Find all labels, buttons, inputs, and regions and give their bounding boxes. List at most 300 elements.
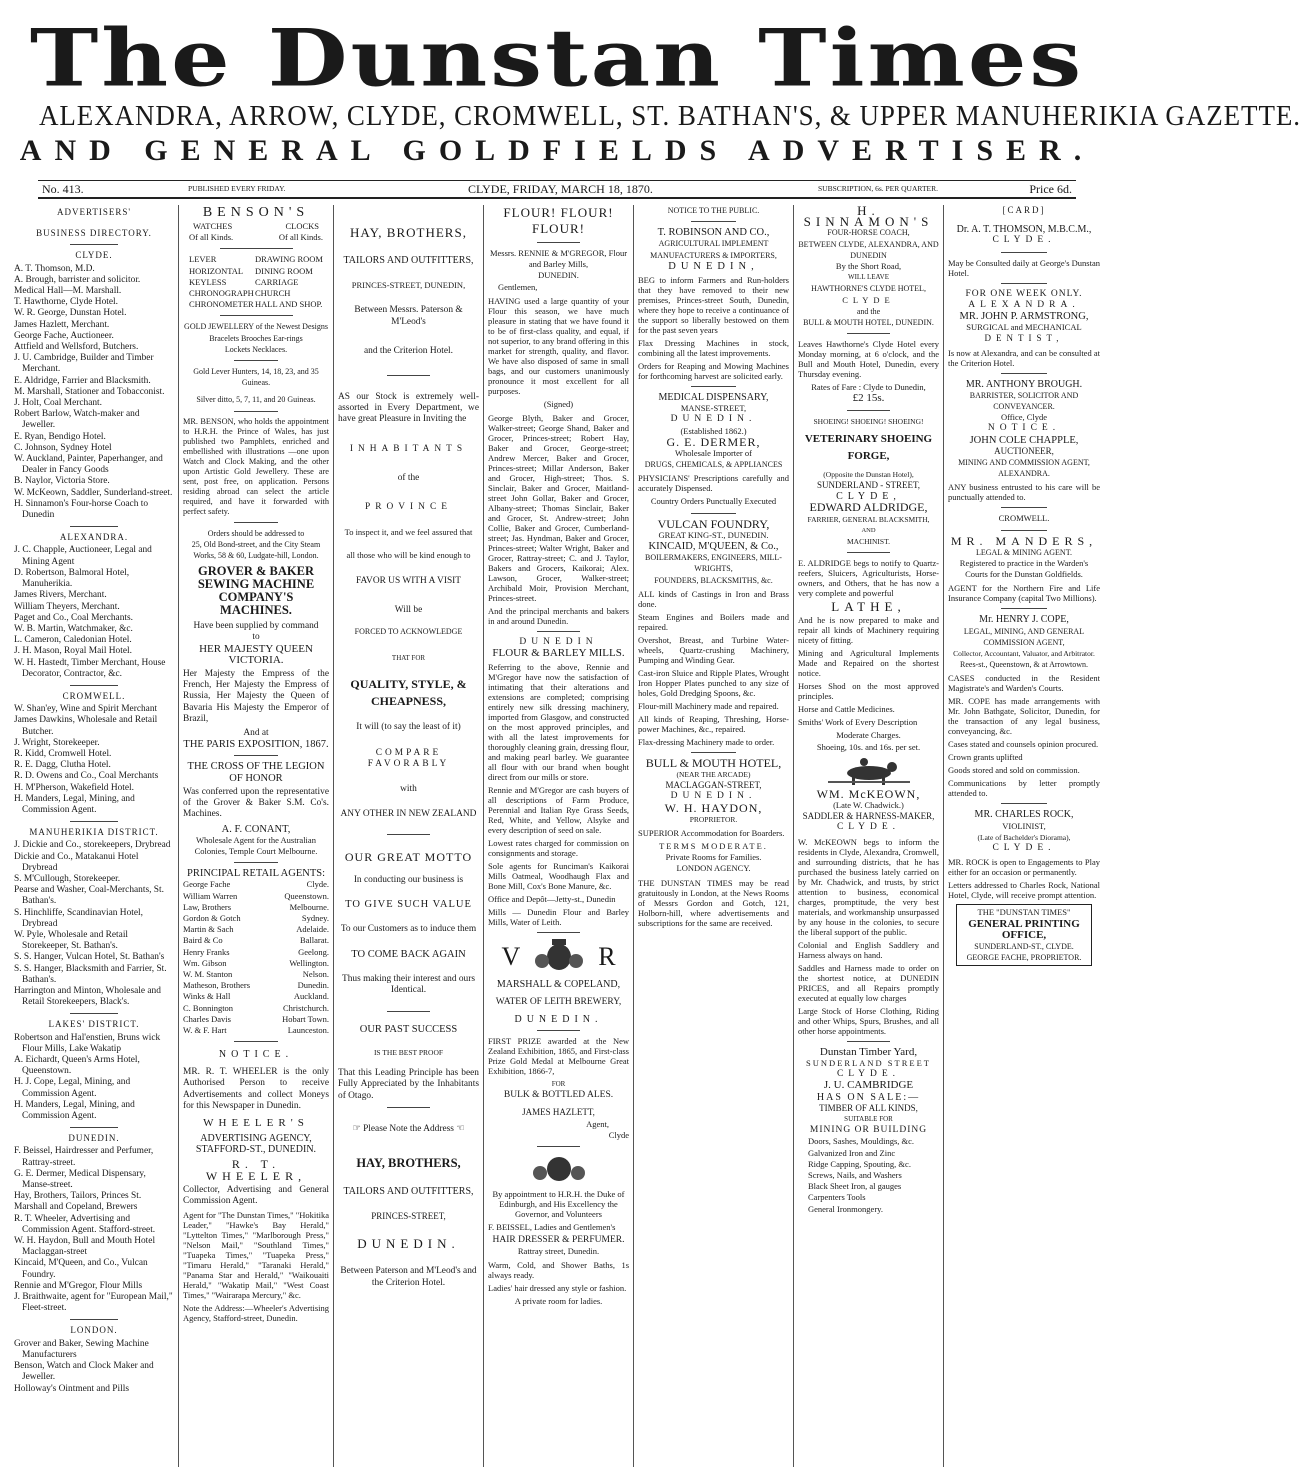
- armstrong-consult: Is now at Alexandra, and can be consulted at the Criterion Hotel.: [948, 347, 1100, 368]
- watch-types: [189, 254, 254, 310]
- horse-illustration: [798, 757, 939, 785]
- to-label: to: [252, 632, 260, 643]
- agent-name: Winks & Hall: [183, 991, 231, 1002]
- and-label: AND: [861, 526, 876, 534]
- grover-baker-heading: GROVER & BAKER SEWING MACHINE COMPANY'S MACHINES.: [197, 564, 315, 618]
- agent-name: Matheson, Brothers: [183, 980, 251, 991]
- section-cromwell: CROMWELL.: [62, 690, 126, 701]
- private-rooms: Private Rooms for Families.: [665, 852, 762, 863]
- timber-all-kinds: TIMBER OF ALL KINDS,: [819, 1102, 918, 1113]
- retail-agent-row: [183, 958, 329, 969]
- retail-agent-row: [183, 935, 329, 946]
- with-label: with: [400, 784, 417, 795]
- it-will: It will (to say the least of it): [356, 722, 461, 733]
- principal-merchants: And the principal merchants and bakers in and around Dunedin.: [488, 606, 629, 627]
- gold-hunters: Gold Lever Hunters, 14, 18, 23, and 35 Guineas.: [193, 367, 319, 388]
- clyde-2: CLYDE,: [836, 491, 901, 503]
- agent-town: Hobart Town.: [282, 1013, 329, 1024]
- retail-agent-row: [183, 924, 329, 935]
- castings: ALL kinds of Castings in Iron and Brass done.: [638, 588, 789, 609]
- and-at: And at: [243, 728, 269, 739]
- late-chadwick: (Late W. Chadwick.): [833, 800, 904, 811]
- four-horse-coach: FOUR-HORSE COACH,: [827, 228, 910, 238]
- aldridge-heading: EDWARD ALDRIDGE,: [809, 500, 928, 515]
- jewellery-row: Lockets Necklaces.: [224, 344, 288, 354]
- directory-entry: Pearse and Washer, Coal-Merchants, St. Bathan's.: [14, 885, 164, 907]
- crest-letter-v: V: [501, 941, 521, 971]
- address-note: Note the Address:—Wheeler's Advertising Agency, Stafford-street, Dunedin.: [183, 1303, 329, 1324]
- cases-stated: Cases stated and counsels opinion procured.: [948, 739, 1099, 750]
- directory-entry: F. Beissel, Hairdresser and Perfumer, Rattray-street.: [14, 1146, 154, 1168]
- retail-agent-row: [183, 902, 329, 913]
- lathe-paragraph: And he is now prepared to make and repair all kinds of Machinery requiring nicety of fitting.: [798, 615, 939, 646]
- jewellery-row: Bracelets Brooches Ear-rings: [209, 333, 303, 343]
- notice-heading: NOTICE.: [987, 423, 1061, 434]
- flour-barley-mills: FLOUR & BARLEY MILLS.: [492, 647, 625, 660]
- shoeing-header: SHOEING! SHOEING! SHOEING!: [813, 416, 924, 426]
- medical-dispensary: MEDICAL DISPENSARY,: [658, 392, 769, 404]
- mining-commission: MINING AND COMMISSION AGENT, ALEXANDRA.: [958, 458, 1090, 479]
- agent-name: Baird & Co: [183, 935, 223, 946]
- directory-entry: Dickie and Co., Matakanui Hotel Drybread: [14, 851, 139, 873]
- retail-agent-row: [183, 879, 329, 890]
- directory-entry: W. McKeown, Saddler, Sunderland-street.: [14, 487, 173, 498]
- retail-agents-list: [183, 879, 329, 1036]
- alexandra-heading: ALEXANDRA.: [968, 299, 1080, 310]
- directory-entry: J. Dickie and Co., storekeepers, Drybread: [14, 840, 171, 851]
- jewellery-items: [183, 333, 329, 355]
- agent-name: Gordon & Gotch: [183, 912, 241, 923]
- retail-agent-row: [183, 891, 329, 902]
- section-alexandra: ALEXANDRA.: [59, 532, 129, 543]
- wholesale-importer: Wholesale Importer of: [675, 448, 752, 459]
- agent-label: Agent,: [586, 1118, 609, 1129]
- newspaper-subtitle: ALEXANDRA, ARROW, CLYDE, CROMWELL, ST. BATHAN'S, & UPPER MANUHERIKIA GAZETTE.: [38, 100, 1301, 132]
- agent-town: Nelson.: [302, 968, 329, 979]
- gentlemen: Gentlemen,: [498, 281, 538, 292]
- benson-address: 25, Old Bond-street, and the City Steam Works, 58 & 60, Ludgate-hill, London.: [191, 539, 321, 561]
- dunedin-heading-2: DUNEDIN.: [357, 1236, 460, 1252]
- inhabitants: INHABITANTS: [349, 443, 468, 454]
- cash-buyers: Rennie and M'Gregor are cash buyers of all descriptions of Farm Produce, Perennial and Italian Rye Grass Seeds, Red, White, and Yellow, Alsyke and every description of seed on sale.: [488, 785, 629, 836]
- horse-clothing: Large Stock of Horse Clothing, Riding and other Whips, Spurs, Brushes, and all other horse appointments.: [798, 1005, 939, 1036]
- directory-entry: J. Wright, Storekeeper.: [14, 737, 100, 748]
- crest-2: [488, 1153, 629, 1183]
- timber-item: Doors, Sashes, Mouldings, &c.: [808, 1136, 915, 1147]
- water-wheels: Overshot, Breast, and Turbine Water-wheels, Quartz-crushing Machinery, Pumping and Winding Gear.: [638, 634, 789, 665]
- newspaper-subtitle-2: AND GENERAL GOLDFIELDS ADVERTISER.: [19, 134, 1095, 167]
- legion-of-honor: THE CROSS OF THE LEGION OF HONOR: [187, 761, 325, 784]
- will-leave: WILL LEAVE: [847, 273, 889, 282]
- baths-text: Warm, Cold, and Shower Baths, 1s always ready.: [488, 1260, 629, 1281]
- cope-heading: Mr. HENRY J. COPE,: [979, 614, 1069, 626]
- ladies-text: Ladies' hair dressed any style or fashion.: [488, 1283, 627, 1294]
- issue-date: CLYDE, FRIDAY, MARCH 18, 1870.: [468, 182, 653, 196]
- farrier-blacksmith: FARRIER, GENERAL BLACKSMITH,: [807, 514, 930, 524]
- agent-for-paragraph: Agent for "The Dunstan Times," "Hokitika Leader," "Hawke's Bay Herald," "Lyttelton Times," "Marlborough Press," "Nelson Mail," "Southland Times," "Tuapeka Times," "Tuapeka Press," "Timaru Herald," "Taranaki Herald," "Panama Star and Herald," "Waikouaiti Herald," "Wakatip Mail," "West Coast Times," "Wairarapa Mercury," &c.: [183, 1210, 329, 1301]
- column-hay-brothers: [333, 205, 483, 1467]
- cromwell-heading: CROMWELL.: [998, 513, 1050, 524]
- established: (Established 1862.): [680, 425, 747, 436]
- clyde-label: CLYDE: [842, 294, 895, 305]
- watch-type: LEVER: [189, 254, 217, 265]
- auctioneer: AUCTIONEER,: [994, 445, 1054, 456]
- flour-heading: FLOUR! FLOUR! FLOUR!: [503, 205, 614, 236]
- notice-heading: NOTICE.: [218, 1049, 294, 1061]
- suitable-for: SUITABLE FOR: [844, 1114, 893, 1123]
- crown-grants: Crown grants uplifted: [948, 752, 1023, 763]
- directory-entry: J. H. Mason, Royal Mail Hotel.: [14, 646, 132, 657]
- directory-entry: W. Shan'ey, Wine and Spirit Merchant: [14, 704, 158, 715]
- drugs-chemicals: DRUGS, CHEMICALS, & APPLIANCES: [644, 460, 783, 470]
- mckeown-paragraph: W. McKEOWN begs to inform the residents in Clyde, Alexandra, Cromwell, and surrounding districts, that he has purchased the business lately carried on by Mr. Chadwick, and trusts, by strict attention to business, economical charges, promptitude, the very best materials, and workmanship unsurpassed by any house in the colonies, to secure the liberal support of the public.: [798, 836, 939, 937]
- directory-entry: R. D. Owens and Co., Coal Merchants: [14, 771, 159, 782]
- horse-rider-icon: [824, 757, 914, 785]
- of-the: of the: [397, 472, 420, 483]
- office-clyde: Office, Clyde: [1000, 412, 1048, 423]
- directory-entry: A. Brough, barrister and solicitor.: [14, 274, 141, 285]
- beg-paragraph: BEG to inform Farmers and Run-holders that they have removed to their new premises, Princes-street South, Dunedin, where they hope to receive a continuance of the support so liberally bestowed on them for the past seven years: [638, 275, 789, 336]
- orders-note: Orders should be addressed to: [207, 528, 305, 538]
- hawthorne-hotel: HAWTHORNE'S CLYDE HOTEL,: [811, 284, 926, 294]
- courts-goldfields: Courts for the Dunstan Goldfields.: [965, 569, 1083, 580]
- between-2: Between Paterson and M'Leod's and the Criterion Hotel.: [340, 1266, 477, 1288]
- princes-street-2: PRINCES-STREET,: [371, 1211, 446, 1222]
- give-value: TO GIVE SUCH VALUE: [345, 898, 472, 910]
- robinson-heading: T. ROBINSON AND CO.,: [657, 227, 770, 239]
- column-robinson: [633, 205, 793, 1467]
- james-hazlett: JAMES HAZLETT,: [522, 1107, 595, 1118]
- of-all-kinds: Of all Kinds.: [189, 232, 234, 243]
- customers-text: To our Customers as to induce them: [340, 923, 477, 934]
- benson-title: BENSON'S: [202, 205, 310, 220]
- agent-name: Henry Franks: [183, 946, 230, 957]
- thomson-heading: Dr. A. T. THOMSON, M.B.C.M.,: [956, 224, 1092, 236]
- directory-entry: L. Cameron, Caledonian Hotel.: [14, 635, 132, 646]
- flour-mill-machinery: Flour-mill Machinery made and repaired.: [638, 700, 779, 711]
- directory-header: ADVERTISERS': [56, 207, 132, 217]
- directory-entry: Medical Hall—M. Marshall.: [14, 286, 122, 297]
- coat-of-arms-icon: [529, 1153, 589, 1183]
- physicians-prescriptions: PHYSICIANS' Prescriptions carefully and accurately Dispensed.: [638, 473, 789, 494]
- agent-name: Wm. Gibson: [183, 957, 227, 968]
- agent-name: W. & F. Hart: [183, 1024, 227, 1035]
- near-arcade: (NEAR THE ARCADE): [676, 770, 751, 780]
- directory-entry: H. Manders, Legal, Mining, and Commission Agent.: [14, 1099, 135, 1122]
- consulted-daily: May be Consulted daily at George's Dunstan Hotel.: [948, 257, 1100, 278]
- directory-entry: R. Kidd, Cromwell Hotel.: [14, 748, 112, 759]
- directory-entry: Robert Barlow, Watch-maker and Jeweller.: [14, 409, 140, 431]
- directory-entry: Grover and Baker, Sewing Machine Manufacturers: [14, 1338, 149, 1360]
- column-directory: [10, 205, 178, 1467]
- printing-office: GENERAL PRINTING OFFICE,: [968, 917, 1080, 941]
- retail-agent-row: [183, 991, 329, 1002]
- sluice-plates: Cast-iron Sluice and Ripple Plates, Wrought Iron Hopper Plates punched to any size of holes, Gold Dredging Spoons, &c.: [638, 667, 789, 698]
- for-label: FOR: [551, 1080, 566, 1089]
- past-success: OUR PAST SUCCESS: [359, 1023, 458, 1035]
- hair-dresser: HAIR DRESSER & PERFUMER.: [492, 1235, 625, 1246]
- hay-brothers-heading-2: HAY, BROTHERS,: [356, 1155, 461, 1170]
- smiths-work: Smiths' Work of Every Description: [798, 717, 918, 728]
- rtw-name: R. T. WHEELER,: [205, 1157, 307, 1183]
- directory-entry: Holloway's Ointment and Pills: [14, 1383, 129, 1394]
- cambridge-heading: J. U. CAMBRIDGE: [823, 1079, 914, 1092]
- timber-item: Carpenters Tools: [808, 1192, 866, 1203]
- column-cards: [943, 205, 1104, 1467]
- directory-entry: H. Sinnamon's Four-horse Coach to Dunedin: [14, 498, 149, 521]
- saddles-order: Saddles and Harness made to order on the shortest notice, at DUNEDIN PRICES, and all Repairs promptly executed at equally low charges: [798, 962, 939, 1003]
- agent-town: Queenstown.: [284, 890, 329, 901]
- rees-street: Rees-st., Queenstown, & at Arrowtown.: [960, 660, 1088, 670]
- dunedin-list: [14, 1146, 174, 1314]
- clyde-4: CLYDE.: [836, 1069, 901, 1080]
- timber-item: Black Sheet Iron, al gauges: [808, 1181, 902, 1192]
- watch-type: CHRONOMETER: [189, 299, 254, 310]
- printing-office-box: [956, 904, 1092, 966]
- interest-identical: Thus making their interest and ours Identical.: [341, 974, 476, 996]
- agent-name: C. Bonnington: [183, 1002, 234, 1013]
- directory-entry: W. Pyle, Wholesale and Retail Storekeeper, St. Bathan's.: [14, 929, 129, 952]
- pointing-hand-icon-2: ☜: [453, 1123, 465, 1134]
- advertising-agency: ADVERTISING AGENCY,: [200, 1132, 312, 1144]
- retail-agent-row: [183, 947, 329, 958]
- fare-amount: £2 15s.: [852, 392, 885, 405]
- retail-agents-heading: PRINCIPAL RETAIL AGENTS:: [186, 868, 325, 880]
- section-clyde: CLYDE.: [75, 250, 113, 261]
- printing-address: SUNDERLAND-ST., CLYDE.: [974, 941, 1074, 951]
- will-be: Will be: [394, 604, 423, 615]
- dunedin-3: DUNEDIN.: [514, 1013, 603, 1025]
- cope-arrangements: MR. COPE has made arrangements with Mr. John Bathgate, Solicitor, Dunedin, for the transaction of any legal business, conveyancing, &c.: [948, 696, 1100, 737]
- conant-wholesale: Wholesale Agent for the Australian Colonies, Temple Court Melbourne.: [194, 834, 318, 856]
- agent-town: Melbourne.: [289, 901, 329, 912]
- criterion-text: and the Criterion Hotel.: [363, 345, 454, 356]
- directory-entry: James Rivers, Merchant.: [14, 590, 107, 601]
- conducting-business: In conducting our business is: [353, 875, 464, 886]
- directory-entry: James Dawkins, Wholesale and Retail Butcher.: [14, 715, 158, 737]
- first-prize: FIRST PRIZE awarded at the New Zealand Exhibition, 1865, and First-class Prize Gold Medal at Melbourne Great Exhibition, 1866-7,: [488, 1036, 629, 1077]
- directory-entry: D. Robertson, Balmoral Hotel, Manuherikia.: [14, 567, 130, 590]
- cases-conducted: CASES conducted in the Resident Magistrate's and Warden's Courts.: [948, 673, 1100, 694]
- directory-entry: W. B. Martin, Watchmaker, &c.: [14, 623, 133, 634]
- timber-items: [798, 1136, 939, 1214]
- reaping-orders: Orders for Reaping and Mowing Machines for forthcoming harvest are solicited early.: [638, 361, 789, 382]
- issue-number: No. 413.: [42, 182, 84, 196]
- section-dunedin: DUNEDIN.: [68, 1133, 120, 1144]
- short-road: By the Short Road,: [835, 261, 902, 272]
- dermer-heading: G. E. DERMER,: [666, 434, 761, 449]
- directory-entry: Hay, Brothers, Tailors, Princes St.: [14, 1191, 142, 1202]
- retail-agent-row: [183, 1025, 329, 1036]
- reaping-threshing: All kinds of Reaping, Threshing, Horse-power Machines, &c., repaired.: [638, 713, 789, 734]
- section-london: LONDON.: [70, 1325, 118, 1336]
- best-proof: IS THE BEST PROOF: [373, 1047, 444, 1057]
- directory-entry: E. Ryan, Bendigo Hotel.: [14, 431, 106, 442]
- flax-dressing: Flax-dressing Machinery made to order.: [638, 736, 775, 747]
- agent-name: Martin & Sach: [183, 924, 234, 935]
- card-label: [CARD]: [1002, 205, 1046, 215]
- section-lakes: LAKES' DISTRICT.: [48, 1019, 140, 1030]
- directory-entry: R. T. Wheeler, Advertising and Commission Agent. Stafford-street.: [14, 1213, 156, 1235]
- clock-type: CARRIAGE: [254, 276, 299, 287]
- directory-entry: Harrington and Minton, Wholesale and Retail Storekeepers, Black's.: [14, 986, 161, 1008]
- any-business: ANY business entrusted to his care will be punctually attended to.: [948, 482, 1100, 503]
- compare-favorably: COMPARE FAVORABLY: [367, 747, 450, 769]
- royal-crest: [488, 939, 629, 973]
- dunstan-times-london: THE DUNSTAN TIMES may be read gratuitously in London, at the News Rooms of Messrs Gordon and Gotch, 121, Holborn-hill, where advertisements and subscriptions for the same are received.: [638, 877, 789, 928]
- vulcan-foundry: VULCAN FOUNDRY,: [657, 516, 770, 531]
- rennie-mgregor: Messrs. RENNIE & M'GREGOR, Flour and Barley Mills,: [489, 248, 628, 270]
- column-sinnamon: [793, 205, 943, 1467]
- rock-heading: MR. CHARLES ROCK,: [974, 809, 1074, 821]
- barrister-solicitor: BARRISTER, SOLICITOR AND CONVEYANCER.: [969, 390, 1079, 412]
- page-columns: [10, 205, 1104, 1467]
- clyde-label: CLYDE.: [992, 235, 1056, 246]
- moderate-charges: Moderate Charges.: [836, 730, 901, 741]
- saddlery-harness: Colonial and English Saddlery and Harness always on hand.: [798, 939, 939, 960]
- steam-engines: Steam Engines and Boilers made and repaired.: [638, 611, 789, 632]
- timber-item: Galvanized Iron and Zinc: [808, 1147, 896, 1158]
- bull-mouth-dunedin: BULL & MOUTH HOTEL, DUNEDIN.: [803, 318, 934, 328]
- column-benson: [178, 205, 333, 1467]
- surgical-mechanical: SURGICAL and MECHANICAL: [966, 322, 1082, 333]
- registered-practice: Registered to practice in the Warden's: [959, 558, 1089, 569]
- directory-entry: Attfield and Wellsford, Butchers.: [14, 342, 139, 353]
- supplied-by-command: Have been supplied by command: [193, 621, 319, 632]
- clock-types: [255, 254, 323, 310]
- directory-entry: Rennie and M'Gregor, Flour Mills: [14, 1280, 143, 1291]
- london-list: [14, 1339, 174, 1395]
- directory-subheader: BUSINESS DIRECTORY.: [36, 228, 152, 239]
- sunderland-street-2: SUNDERLAND STREET: [806, 1057, 931, 1068]
- agent-town: Ballarat.: [299, 935, 329, 946]
- directory-entry: S. Hinchliffe, Scandinavian Hotel, Drybread: [14, 907, 143, 929]
- country-orders: Country Orders Punctually Executed: [650, 496, 777, 507]
- directory-entry: J. Holt, Coal Merchant.: [14, 398, 103, 409]
- agent-name: George Fache: [183, 879, 231, 890]
- rates-of-fare: Rates of Fare : Clyde to Dunedin,: [811, 382, 926, 393]
- haydon-heading: W. H. HAYDON,: [664, 800, 763, 815]
- lowest-rates: Lowest rates charged for commission on consignments and storage.: [488, 838, 629, 859]
- founders: FOUNDERS, BLACKSMITHS, &c.: [654, 575, 773, 585]
- pointing-hand-icon: ☞: [352, 1123, 364, 1134]
- agent-name: Law, Brothers: [183, 901, 232, 912]
- maclaggan-street: MACLAGGAN-STREET,: [665, 780, 762, 791]
- mining-implements: Mining and Agricultural Implements Made and Repaired on the shortest notice.: [798, 648, 939, 679]
- private-room: A private room for ladies.: [514, 1296, 603, 1307]
- stafford-street: STAFFORD-ST., DUNEDIN.: [195, 1144, 317, 1156]
- cromwell-list: [14, 704, 174, 816]
- saddler-harness: SADDLER & HARNESS-MAKER,: [802, 811, 935, 822]
- flax-machines: Flax Dressing Machines in stock, combining all the latest improvements.: [638, 338, 789, 359]
- sunderland-street: SUNDERLAND - STREET,: [816, 480, 921, 491]
- cattle-medicines: Horse and Cattle Medicines.: [798, 704, 895, 715]
- silver-hunters: Silver ditto, 5, 7, 11, and 20 Guineas.: [196, 395, 316, 405]
- appointment-text: By appointment to H.R.H. the Duke of Edinburgh, and His Excellency the Governor, and Volunteers: [492, 1189, 625, 1220]
- referring-paragraph: Referring to the above, Rennie and M'Gregor have now the satisfaction of intimating that their alterations and extensions are completed; comprising entirely new silk dressing machinery, imported from Glasgow, and constructed on the most approved principles, and with all the latest improvements for thoroughly cleaning grain, dressing flour, and making pearl barley. We guarantee all flour with our brand when bought direct from our mills or store.: [488, 662, 629, 783]
- mining-building: MINING OR BUILDING: [809, 1125, 928, 1136]
- leading-principle: That this Leading Principle has been Fully Appreciated by the Inhabitants of Otago.: [338, 1068, 479, 1101]
- come-back-again: TO COME BACK AGAIN: [351, 949, 466, 961]
- that-for: THAT FOR: [391, 654, 426, 663]
- clock-type: DRAWING ROOM: [254, 254, 323, 265]
- directory-entry: T. Hawthorne, Clyde Hotel.: [14, 297, 118, 308]
- lathe-heading: LATHE,: [831, 599, 906, 615]
- agent-town: Auckland.: [293, 991, 329, 1002]
- dateline: [38, 180, 1076, 199]
- directory-entry: W. H. Haydon, Bull and Mouth Hotel Maclaggan-street: [14, 1236, 156, 1258]
- directory-entry: S. M'Cullough, Storekeeper.: [14, 873, 121, 884]
- directory-entry: J. Braithwaite, agent for "European Mail," Fleet-street.: [14, 1292, 173, 1314]
- column-flour: [483, 205, 633, 1467]
- agent-town: Dunedin.: [297, 980, 329, 991]
- directory-entry: J. C. Chapple, Auctioneer, Legal and Mining Agent: [14, 545, 152, 567]
- horses-shod: Horses Shod on the most approved principles.: [798, 681, 939, 702]
- price: Price 6d.: [1029, 182, 1072, 196]
- conant-name: A. F. CONANT,: [221, 823, 291, 835]
- section-manuherikia: MANUHERIKIA DISTRICT.: [29, 827, 159, 838]
- clyde-label: Clyde: [608, 1129, 629, 1140]
- watch-type: CHRONOGRAPH: [189, 288, 254, 299]
- manders-heading: MR. MANDERS,: [950, 533, 1098, 548]
- signed: (Signed): [543, 398, 574, 409]
- agent-town: Geelong.: [298, 946, 329, 957]
- one-week-only: FOR ONE WEEK ONLY.: [965, 288, 1083, 299]
- printing-proprietor: GEORGE FACHE, PROPRIETOR.: [966, 953, 1082, 963]
- directory-entry: C. Johnson, Sydney Hotel: [14, 442, 112, 453]
- agent-town: Christchurch.: [282, 1002, 329, 1013]
- conferred-paragraph: Was conferred upon the representative of the Grover & Baker S.M. Co's. Machines.: [183, 786, 329, 820]
- office-depot: Office and Depôt—Jetty-st., Dunedin: [488, 894, 616, 905]
- commission-agent: COMMISSION AGENT,: [983, 637, 1065, 647]
- watches-label: WATCHES: [193, 221, 233, 231]
- machinist: MACHINIST.: [847, 537, 890, 547]
- agent-town: Sydney.: [301, 912, 329, 923]
- wheelers-heading: WHEELER'S: [203, 1116, 309, 1129]
- directory-entry: H. Manders, Legal, Mining, and Commission Agent.: [14, 793, 135, 815]
- agent-town: Launceston.: [287, 1024, 329, 1035]
- tailors-outfitters-2: TAILORS AND OUTFITTERS,: [343, 1185, 474, 1197]
- clock-type: HALL AND SHOP.: [254, 299, 323, 310]
- paris-exposition: THE PARIS EXPOSITION, 1867.: [183, 739, 329, 751]
- and-the: and the: [856, 306, 881, 316]
- clock-type: DINING ROOM: [254, 265, 313, 276]
- agent-town: Clyde.: [306, 879, 329, 890]
- brough-heading: MR. ANTHONY BROUGH.: [965, 378, 1083, 390]
- rattray-street: Rattray street, Dunedin.: [517, 1246, 600, 1257]
- mills-location: Mills — Dunedin Flour and Barley Mills, Water of Leith.: [488, 907, 629, 928]
- violinist: VIOLINIST,: [1002, 820, 1046, 831]
- of-all-kinds-2: Of all Kinds.: [278, 232, 323, 243]
- wheeler-notice: MR. R. T. WHEELER is the only Authorised Person to receive Advertisements and collect Moneys for this Newspaper in Dunedin.: [183, 1067, 329, 1111]
- signatories: George Blyth, Baker and Grocer, Walker-street; George Shand, Baker and Grocer, Princes-street; Robert Hay, Baker and Grocer, George-street; Andrew Mercer, Baker and Grocer, Princes-street; Millar Anderson, Baker and Grocer, High-street; Thos. S. Sinclair, Baker and Grocer, Maitland-street John Gollar, Baker and Grocer, Albany-street; Thomas Sinclair, Baker and Grocer, St. Andrew-street; John Collie, Baker and Grocer, Cumberland-street; Jas. Hyndman, Baker and Grocer, Princes-street; Walter Wright, Baker and Grocer, Rattray-street; C. and J. Taylor, Bakers and Grocers, Kaikorai; Alex. Lawson, Grocer, Walker-street; Archibald Moir, Provision Merchant, Princes-street.: [488, 413, 629, 604]
- great-king-street: GREAT KING-ST., DUNEDIN.: [658, 529, 769, 540]
- directory-entry: W. H. Hastedt, Timber Merchant, House Decorator, Contractor, &c.: [14, 657, 166, 679]
- communications: Communications by letter promptly attended to.: [948, 778, 1100, 799]
- coach-route: BETWEEN CLYDE, ALEXANDRA, AND DUNEDIN: [798, 239, 939, 260]
- dunedin-heading: DUNEDIN: [519, 637, 598, 648]
- london-agency: LONDON AGENCY.: [676, 863, 751, 874]
- shoeing-price: Shoeing, 10s. and 16s. per set.: [816, 741, 921, 752]
- queen-victoria: HER MAJESTY QUEEN VICTORIA.: [199, 642, 313, 666]
- collector-text: Collector, Advertising and General Commission Agent.: [183, 1184, 329, 1206]
- directory-entry: H. J. Cope, Legal, Mining, and Commission Agent.: [14, 1077, 131, 1099]
- directory-entry: W. R. George, Dunstan Hotel.: [14, 308, 127, 319]
- alexandra-list: [14, 545, 174, 679]
- retail-agent-row: [183, 913, 329, 924]
- dunedin-2: DUNEDIN.: [670, 414, 757, 425]
- directory-entry: Benson, Watch and Clock Maker and Jeweller.: [14, 1361, 154, 1383]
